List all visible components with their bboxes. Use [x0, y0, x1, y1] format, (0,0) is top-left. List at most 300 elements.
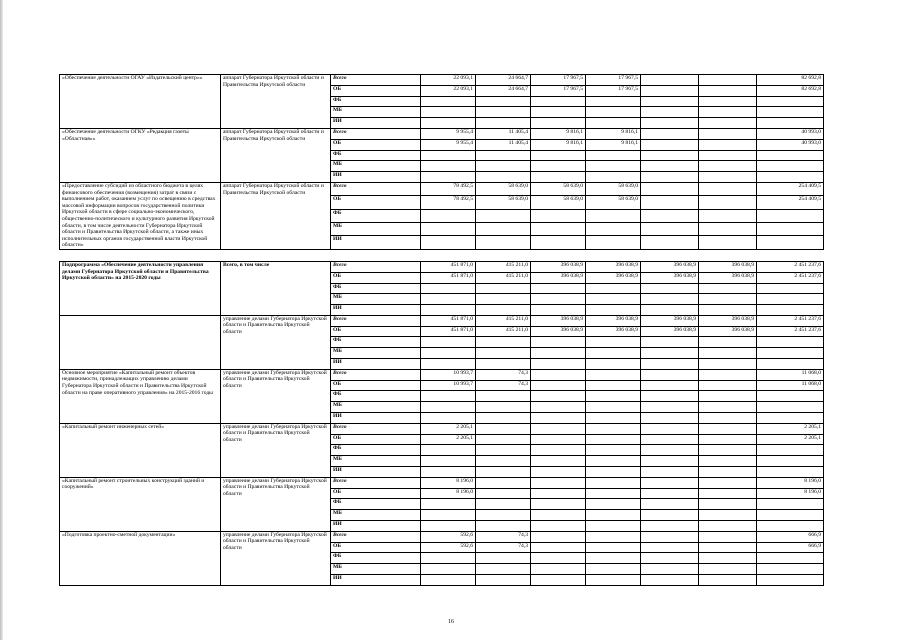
funding-source-cell: Всего: [331, 261, 421, 272]
total-amount-cell: [757, 510, 824, 521]
total-amount-cell: [757, 348, 824, 359]
budget-table: [59, 74, 824, 586]
year-amount-cell: [531, 337, 586, 348]
year-amount-cell: [641, 128, 699, 139]
year-amount-cell: [531, 236, 586, 249]
year-amount-cell: [421, 337, 476, 348]
year-amount-cell: [699, 96, 757, 107]
year-amount-cell: [699, 209, 757, 222]
year-amount-cell: [641, 542, 699, 553]
year-amount-cell: [531, 564, 586, 575]
funding-source-cell: МБ: [331, 402, 421, 413]
year-amount-cell: [586, 223, 641, 236]
year-amount-cell: 396 038,9: [531, 326, 586, 337]
year-amount-cell: [641, 236, 699, 249]
year-amount-cell: [421, 96, 476, 107]
year-amount-cell: 451 871,0: [421, 261, 476, 272]
year-amount-cell: 17 967,5: [586, 85, 641, 96]
year-amount-cell: [531, 553, 586, 564]
year-amount-cell: [641, 196, 699, 209]
total-amount-cell: [757, 96, 824, 107]
year-amount-cell: [586, 369, 641, 380]
year-amount-cell: [586, 423, 641, 434]
year-amount-cell: [586, 531, 641, 542]
year-amount-cell: 58 639,0: [476, 196, 531, 209]
table-row: [60, 75, 824, 86]
year-amount-cell: [641, 107, 699, 118]
year-amount-cell: [586, 161, 641, 172]
year-amount-cell: [586, 477, 641, 488]
year-amount-cell: [476, 236, 531, 249]
year-amount-cell: [641, 434, 699, 445]
year-amount-cell: [531, 391, 586, 402]
year-amount-cell: [531, 118, 586, 129]
year-amount-cell: 8 196,0: [421, 477, 476, 488]
funding-source-cell: Всего: [331, 477, 421, 488]
year-amount-cell: 8 196,0: [421, 488, 476, 499]
year-amount-cell: [699, 107, 757, 118]
year-amount-cell: [476, 402, 531, 413]
year-amount-cell: 396 038,9: [641, 261, 699, 272]
year-amount-cell: [641, 118, 699, 129]
year-amount-cell: 396 038,9: [699, 315, 757, 326]
year-amount-cell: [586, 172, 641, 183]
total-amount-cell: [757, 223, 824, 236]
year-amount-cell: [586, 150, 641, 161]
year-amount-cell: [586, 337, 641, 348]
total-amount-cell: [757, 402, 824, 413]
year-amount-cell: [531, 413, 586, 424]
total-amount-cell: [757, 209, 824, 222]
year-amount-cell: [421, 445, 476, 456]
year-amount-cell: [586, 521, 641, 532]
year-amount-cell: [699, 172, 757, 183]
year-amount-cell: [476, 499, 531, 510]
year-amount-cell: [641, 139, 699, 150]
executor-cell: Всего, в том числе: [221, 261, 331, 315]
year-amount-cell: 396 038,9: [586, 315, 641, 326]
year-amount-cell: [641, 294, 699, 305]
year-amount-cell: [421, 359, 476, 370]
year-amount-cell: [641, 348, 699, 359]
year-amount-cell: 9 816,1: [586, 128, 641, 139]
year-amount-cell: [531, 172, 586, 183]
year-amount-cell: 451 871,0: [421, 272, 476, 283]
total-amount-cell: 40 993,0: [757, 128, 824, 139]
year-amount-cell: 415 211,0: [476, 315, 531, 326]
year-amount-cell: [531, 467, 586, 478]
year-amount-cell: [531, 348, 586, 359]
year-amount-cell: [586, 456, 641, 467]
year-amount-cell: 11 405,4: [476, 139, 531, 150]
year-amount-cell: [476, 456, 531, 467]
year-amount-cell: [699, 542, 757, 553]
year-amount-cell: [586, 542, 641, 553]
year-amount-cell: [641, 510, 699, 521]
year-amount-cell: [586, 499, 641, 510]
table-row: [60, 128, 824, 139]
total-amount-cell: 82 692,8: [757, 75, 824, 86]
total-amount-cell: 2 451 237,6: [757, 326, 824, 337]
funding-source-cell: МБ: [331, 161, 421, 172]
year-amount-cell: [641, 575, 699, 586]
year-amount-cell: [531, 161, 586, 172]
executor-cell: аппарат Губернатора Иркутской области и Правительства Иркутской области: [221, 128, 331, 182]
year-amount-cell: [641, 445, 699, 456]
year-amount-cell: [421, 150, 476, 161]
year-amount-cell: [476, 118, 531, 129]
year-amount-cell: [531, 283, 586, 294]
year-amount-cell: [586, 359, 641, 370]
year-amount-cell: [699, 575, 757, 586]
total-amount-cell: [757, 172, 824, 183]
year-amount-cell: [476, 423, 531, 434]
total-amount-cell: 2 451 237,6: [757, 315, 824, 326]
year-amount-cell: [699, 359, 757, 370]
total-amount-cell: [757, 337, 824, 348]
year-amount-cell: [699, 413, 757, 424]
year-amount-cell: [421, 413, 476, 424]
year-amount-cell: [641, 85, 699, 96]
activity-name-cell: «Капитальный ремонт строительных конструкций зданий и сооружений»: [60, 477, 221, 531]
year-amount-cell: [641, 161, 699, 172]
year-amount-cell: [699, 305, 757, 316]
year-amount-cell: [641, 402, 699, 413]
year-amount-cell: [699, 456, 757, 467]
year-amount-cell: [641, 305, 699, 316]
year-amount-cell: [531, 223, 586, 236]
funding-source-cell: МБ: [331, 510, 421, 521]
year-amount-cell: 592,6: [421, 531, 476, 542]
year-amount-cell: [586, 575, 641, 586]
year-amount-cell: [531, 294, 586, 305]
funding-source-cell: МБ: [331, 294, 421, 305]
year-amount-cell: [531, 359, 586, 370]
year-amount-cell: [699, 499, 757, 510]
year-amount-cell: [476, 161, 531, 172]
year-amount-cell: [586, 467, 641, 478]
year-amount-cell: [641, 75, 699, 86]
funding-source-cell: МБ: [331, 348, 421, 359]
total-amount-cell: [757, 553, 824, 564]
funding-source-cell: Всего: [331, 75, 421, 86]
year-amount-cell: [699, 75, 757, 86]
year-amount-cell: [641, 283, 699, 294]
budget-table-body: [60, 75, 824, 586]
year-amount-cell: [476, 305, 531, 316]
year-amount-cell: 415 211,0: [476, 326, 531, 337]
year-amount-cell: 24 664,7: [476, 85, 531, 96]
year-amount-cell: 9 816,1: [586, 139, 641, 150]
year-amount-cell: 10 993,7: [421, 369, 476, 380]
year-amount-cell: 11 405,4: [476, 128, 531, 139]
year-amount-cell: 396 038,9: [586, 261, 641, 272]
total-amount-cell: 254 409,5: [757, 196, 824, 209]
funding-source-cell: ФБ: [331, 283, 421, 294]
page-number: 16: [448, 619, 454, 625]
activity-name-cell: «Подготовка проектно-сметной документации»: [60, 531, 221, 585]
year-amount-cell: [421, 553, 476, 564]
year-amount-cell: [586, 488, 641, 499]
total-amount-cell: 2 205,1: [757, 434, 824, 445]
year-amount-cell: [641, 467, 699, 478]
year-amount-cell: 22 093,1: [421, 85, 476, 96]
year-amount-cell: [476, 488, 531, 499]
year-amount-cell: [641, 413, 699, 424]
executor-cell: управление делами Губернатора Иркутской области и Правительства Иркутской области: [221, 477, 331, 531]
activity-name-cell: Подпрограмма «Обеспечение деятельности управления делами Губернатора Иркутской области и Правительства Иркутской области» на 2015-2020 годы: [60, 261, 221, 315]
year-amount-cell: 58 639,0: [476, 182, 531, 195]
year-amount-cell: [641, 337, 699, 348]
funding-source-cell: ФБ: [331, 391, 421, 402]
funding-source-cell: ИИ: [331, 236, 421, 249]
funding-source-cell: ФБ: [331, 209, 421, 222]
year-amount-cell: [531, 369, 586, 380]
year-amount-cell: [641, 391, 699, 402]
year-amount-cell: [699, 182, 757, 195]
year-amount-cell: [699, 236, 757, 249]
funding-source-cell: ФБ: [331, 445, 421, 456]
year-amount-cell: 17 967,5: [531, 75, 586, 86]
year-amount-cell: [421, 118, 476, 129]
year-amount-cell: [421, 223, 476, 236]
year-amount-cell: 415 211,0: [476, 261, 531, 272]
funding-source-cell: МБ: [331, 456, 421, 467]
year-amount-cell: [699, 283, 757, 294]
funding-source-cell: Всего: [331, 531, 421, 542]
year-amount-cell: [476, 467, 531, 478]
year-amount-cell: [476, 172, 531, 183]
year-amount-cell: 396 038,9: [699, 272, 757, 283]
year-amount-cell: [421, 209, 476, 222]
year-amount-cell: [586, 564, 641, 575]
table-row: [60, 369, 824, 380]
year-amount-cell: 78 492,5: [421, 182, 476, 195]
funding-source-cell: Всего: [331, 315, 421, 326]
year-amount-cell: 24 664,7: [476, 75, 531, 86]
year-amount-cell: [421, 510, 476, 521]
scan-edge-shadow: [0, 0, 3, 640]
year-amount-cell: [421, 161, 476, 172]
year-amount-cell: [699, 553, 757, 564]
total-amount-cell: [757, 359, 824, 370]
year-amount-cell: [476, 96, 531, 107]
year-amount-cell: [531, 477, 586, 488]
year-amount-cell: [699, 521, 757, 532]
year-amount-cell: [476, 434, 531, 445]
year-amount-cell: [531, 488, 586, 499]
year-amount-cell: [641, 531, 699, 542]
total-amount-cell: [757, 391, 824, 402]
year-amount-cell: [641, 521, 699, 532]
total-amount-cell: 2 451 237,6: [757, 272, 824, 283]
total-amount-cell: [757, 118, 824, 129]
year-amount-cell: [699, 531, 757, 542]
table-row: [60, 531, 824, 542]
year-amount-cell: [476, 209, 531, 222]
year-amount-cell: [699, 196, 757, 209]
year-amount-cell: [531, 445, 586, 456]
year-amount-cell: [531, 531, 586, 542]
funding-source-cell: ФБ: [331, 499, 421, 510]
total-amount-cell: [757, 107, 824, 118]
year-amount-cell: [641, 172, 699, 183]
funding-source-cell: ИИ: [331, 413, 421, 424]
total-amount-cell: [757, 521, 824, 532]
year-amount-cell: 2 205,1: [421, 423, 476, 434]
executor-cell: управление делами Губернатора Иркутской области и Правительства Иркутской области: [221, 315, 331, 369]
funding-source-cell: ОБ: [331, 196, 421, 209]
year-amount-cell: 396 038,9: [531, 315, 586, 326]
executor-cell: аппарат Губернатора Иркутской области и Правительства Иркутской области: [221, 182, 331, 249]
year-amount-cell: 74,3: [476, 531, 531, 542]
year-amount-cell: 9 955,4: [421, 139, 476, 150]
total-amount-cell: [757, 499, 824, 510]
table-row: [60, 477, 824, 488]
year-amount-cell: [641, 359, 699, 370]
funding-source-cell: ОБ: [331, 272, 421, 283]
total-amount-cell: [757, 305, 824, 316]
total-amount-cell: 254 409,5: [757, 182, 824, 195]
year-amount-cell: [476, 445, 531, 456]
funding-source-cell: ИИ: [331, 118, 421, 129]
total-amount-cell: [757, 161, 824, 172]
year-amount-cell: [586, 380, 641, 391]
year-amount-cell: [699, 510, 757, 521]
total-amount-cell: [757, 575, 824, 586]
year-amount-cell: [699, 118, 757, 129]
table-row: [60, 261, 824, 272]
separator-cell: [60, 249, 824, 261]
activity-name-cell: [60, 315, 221, 369]
year-amount-cell: [699, 139, 757, 150]
year-amount-cell: [531, 423, 586, 434]
year-amount-cell: [476, 283, 531, 294]
year-amount-cell: 17 967,5: [531, 85, 586, 96]
funding-source-cell: ОБ: [331, 139, 421, 150]
year-amount-cell: [531, 305, 586, 316]
activity-name-cell: «Обеспечение деятельности ОГКУ «Редакция газеты «Областная»»: [60, 128, 221, 182]
year-amount-cell: [586, 402, 641, 413]
year-amount-cell: [641, 456, 699, 467]
table-row: [60, 315, 824, 326]
year-amount-cell: 396 038,9: [531, 261, 586, 272]
total-amount-cell: 8 196,0: [757, 488, 824, 499]
funding-source-cell: ФБ: [331, 553, 421, 564]
year-amount-cell: [699, 223, 757, 236]
year-amount-cell: 592,6: [421, 542, 476, 553]
total-amount-cell: 2 451 237,6: [757, 261, 824, 272]
table-row: [60, 182, 824, 195]
year-amount-cell: 58 639,0: [531, 196, 586, 209]
year-amount-cell: [699, 402, 757, 413]
year-amount-cell: 396 038,9: [699, 261, 757, 272]
activity-name-cell: «Обеспечение деятельности ОГАУ «Издательский центр»»: [60, 75, 221, 129]
year-amount-cell: [641, 380, 699, 391]
year-amount-cell: [586, 96, 641, 107]
activity-name-cell: «Капитальный ремонт инженерных сетей»: [60, 423, 221, 477]
total-amount-cell: [757, 564, 824, 575]
total-amount-cell: [757, 445, 824, 456]
year-amount-cell: [699, 445, 757, 456]
funding-source-cell: ОБ: [331, 380, 421, 391]
executor-cell: управление делами Губернатора Иркутской области и Правительства Иркутской области: [221, 369, 331, 423]
year-amount-cell: 58 639,0: [531, 182, 586, 195]
year-amount-cell: 396 038,9: [586, 326, 641, 337]
total-amount-cell: [757, 236, 824, 249]
year-amount-cell: [641, 564, 699, 575]
year-amount-cell: [699, 564, 757, 575]
year-amount-cell: [421, 402, 476, 413]
year-amount-cell: [476, 107, 531, 118]
year-amount-cell: [531, 380, 586, 391]
year-amount-cell: 396 038,9: [531, 272, 586, 283]
year-amount-cell: 9 816,1: [531, 128, 586, 139]
year-amount-cell: [641, 477, 699, 488]
year-amount-cell: [476, 521, 531, 532]
year-amount-cell: [641, 369, 699, 380]
year-amount-cell: [699, 434, 757, 445]
year-amount-cell: [586, 413, 641, 424]
total-amount-cell: [757, 283, 824, 294]
total-amount-cell: [757, 467, 824, 478]
year-amount-cell: 17 967,5: [586, 75, 641, 86]
year-amount-cell: 9 816,1: [531, 139, 586, 150]
year-amount-cell: [421, 467, 476, 478]
year-amount-cell: 9 955,4: [421, 128, 476, 139]
year-amount-cell: [476, 477, 531, 488]
year-amount-cell: [699, 369, 757, 380]
funding-source-cell: ФБ: [331, 337, 421, 348]
year-amount-cell: [641, 488, 699, 499]
funding-source-cell: МБ: [331, 223, 421, 236]
year-amount-cell: 396 038,9: [641, 272, 699, 283]
funding-source-cell: ОБ: [331, 434, 421, 445]
funding-source-cell: МБ: [331, 564, 421, 575]
executor-cell: управление делами Губернатора Иркутской области и Правительства Иркутской области: [221, 531, 331, 585]
year-amount-cell: [421, 294, 476, 305]
year-amount-cell: [476, 391, 531, 402]
year-amount-cell: [586, 107, 641, 118]
year-amount-cell: [531, 575, 586, 586]
funding-source-cell: ИИ: [331, 575, 421, 586]
year-amount-cell: [476, 150, 531, 161]
year-amount-cell: [586, 294, 641, 305]
year-amount-cell: [476, 510, 531, 521]
year-amount-cell: [531, 96, 586, 107]
year-amount-cell: [531, 499, 586, 510]
year-amount-cell: [699, 477, 757, 488]
funding-source-cell: ИИ: [331, 467, 421, 478]
year-amount-cell: [531, 107, 586, 118]
year-amount-cell: 74,3: [476, 380, 531, 391]
year-amount-cell: [699, 467, 757, 478]
year-amount-cell: [476, 359, 531, 370]
year-amount-cell: [476, 294, 531, 305]
year-amount-cell: [586, 510, 641, 521]
year-amount-cell: [699, 161, 757, 172]
year-amount-cell: [421, 391, 476, 402]
year-amount-cell: [531, 434, 586, 445]
year-amount-cell: 58 639,0: [586, 182, 641, 195]
year-amount-cell: [531, 402, 586, 413]
funding-source-cell: ОБ: [331, 488, 421, 499]
year-amount-cell: 451 871,0: [421, 326, 476, 337]
total-amount-cell: [757, 413, 824, 424]
year-amount-cell: [699, 423, 757, 434]
year-amount-cell: [641, 96, 699, 107]
funding-source-cell: Всего: [331, 128, 421, 139]
